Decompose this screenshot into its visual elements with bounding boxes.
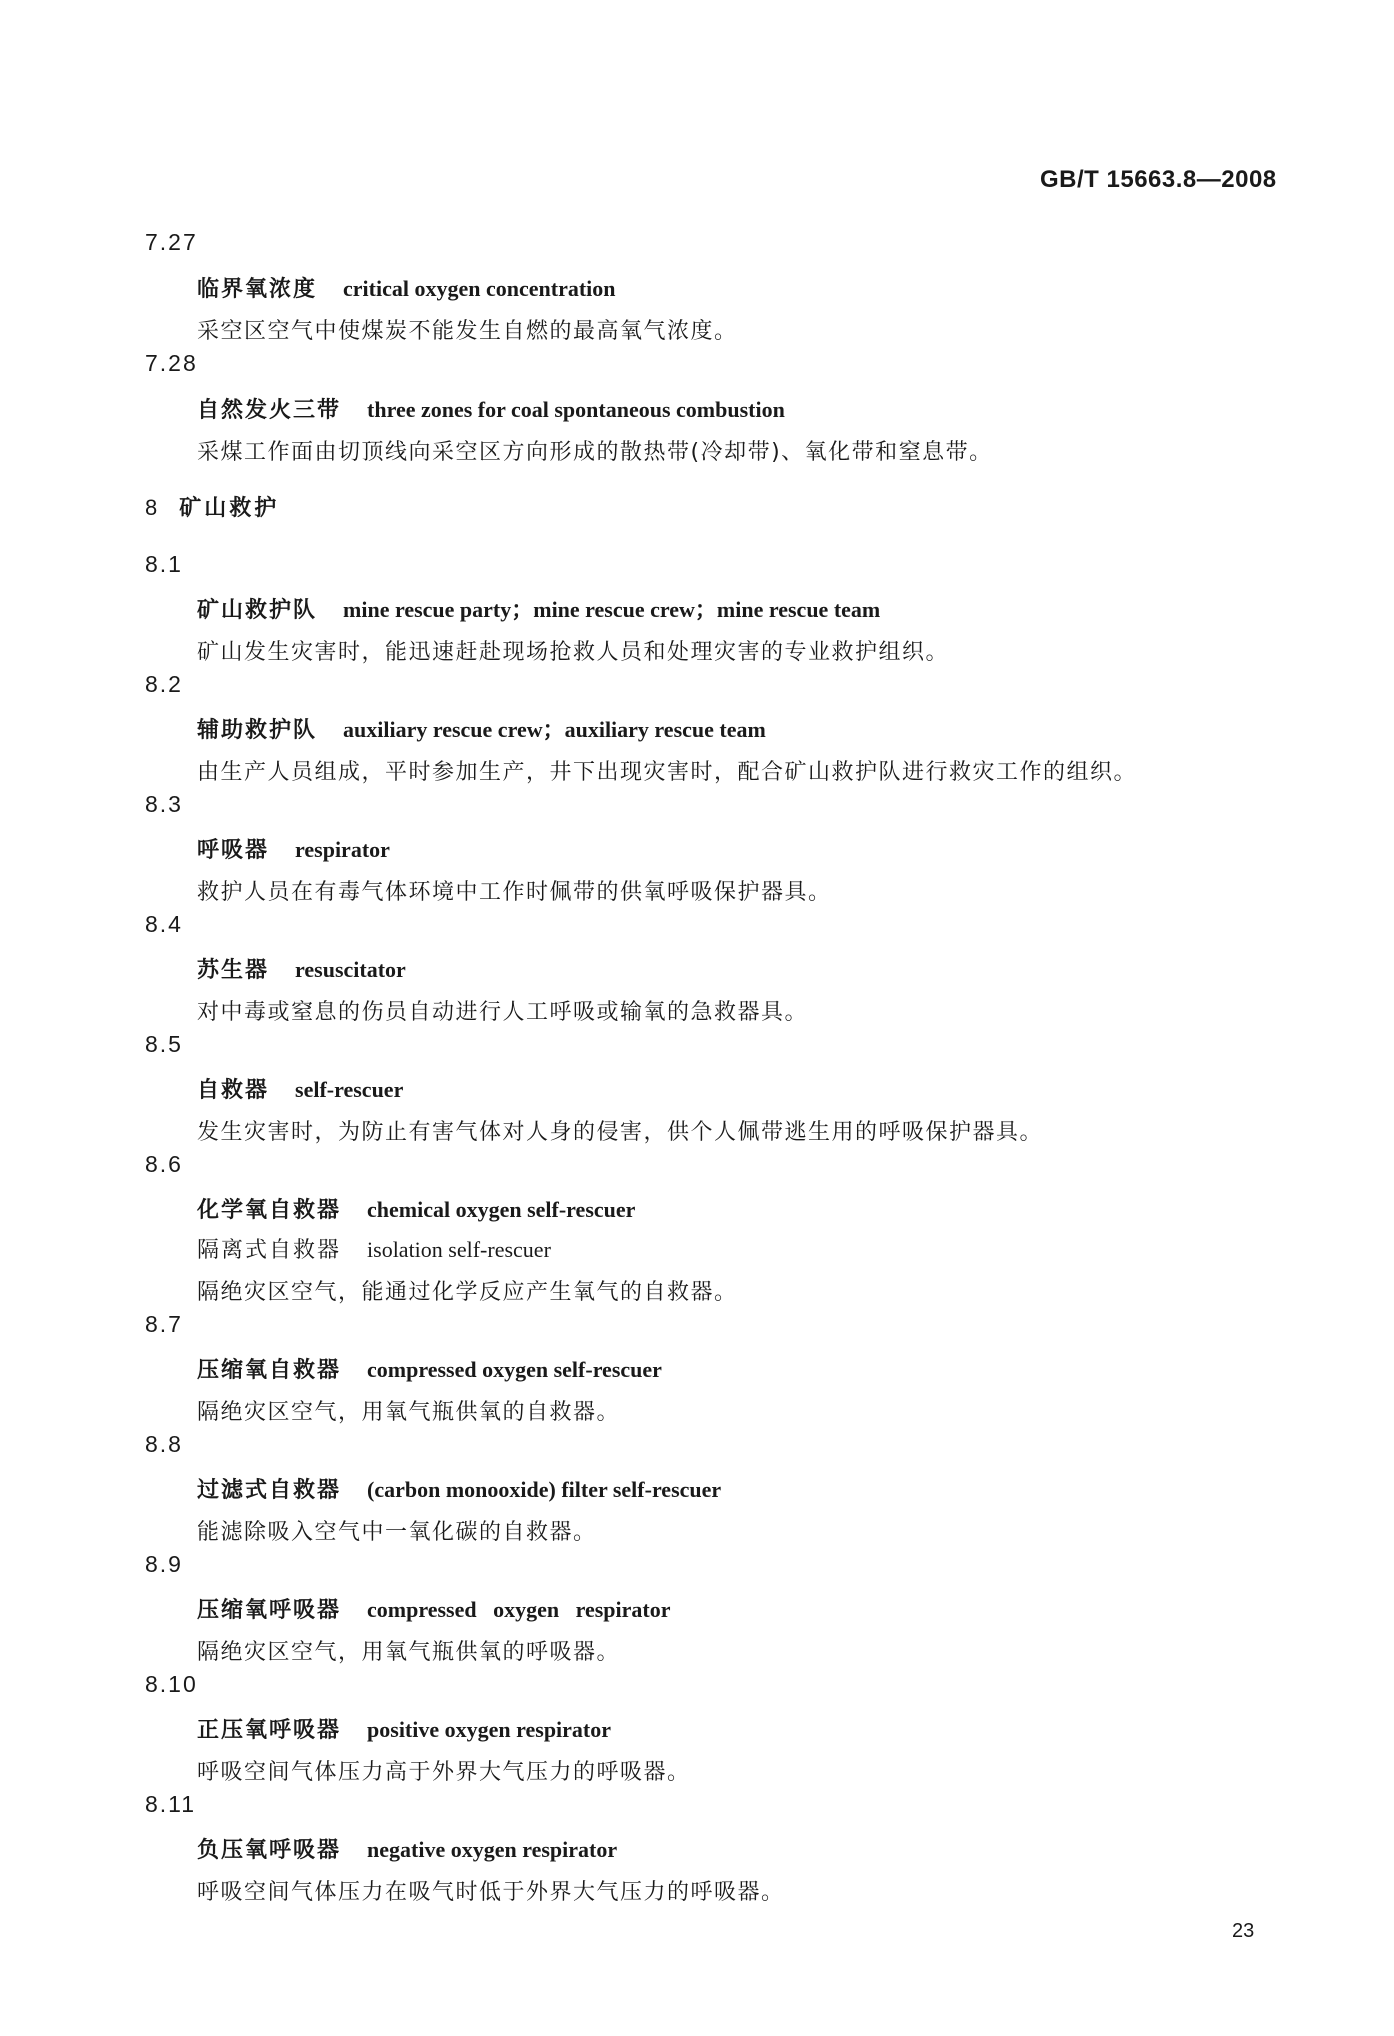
term-line	[197, 272, 616, 303]
term-line	[197, 953, 406, 984]
alternate-term-line	[197, 1233, 551, 1264]
term-line	[197, 833, 390, 864]
entry-number: 8.3	[145, 791, 183, 817]
term-chinese: 苏生器	[197, 958, 270, 983]
term-chinese: 过滤式自救器	[197, 1478, 342, 1503]
term-english: compressed oxygen respirator	[367, 1597, 671, 1622]
term-english: respirator	[295, 837, 390, 862]
term-line	[197, 1713, 611, 1744]
chapter-heading	[145, 491, 279, 522]
entry-number: 8.8	[145, 1431, 183, 1457]
term-english: (carbon monooxide) filter self-rescuer	[367, 1477, 722, 1502]
term-definition: 呼吸空间气体压力在吸气时低于外界大气压力的呼吸器。	[197, 1880, 785, 1905]
standard-id-header: GB/T 15663.8—2008	[1040, 166, 1277, 193]
term-english: chemical oxygen self-rescuer	[367, 1197, 636, 1222]
entry-number: 8.2	[145, 671, 183, 697]
term-english: auxiliary rescue crew；auxiliary rescue team	[343, 717, 766, 742]
entry-number: 8.10	[145, 1671, 198, 1697]
term-definition: 采空区空气中使煤炭不能发生自燃的最高氧气浓度。	[197, 319, 738, 344]
term-english: three zones for coal spontaneous combustion	[367, 397, 785, 422]
entry-number: 8.1	[145, 551, 183, 577]
term-definition: 采煤工作面由切顶线向采空区方向形成的散热带(冷却带)、氧化带和窒息带。	[197, 440, 993, 465]
term-definition: 对中毒或窒息的伤员自动进行人工呼吸或输氧的急救器具。	[197, 1000, 809, 1025]
term-line	[197, 1593, 671, 1624]
term-line	[197, 1193, 635, 1224]
term-chinese: 正压氧呼吸器	[197, 1718, 342, 1743]
term-line	[197, 1833, 617, 1864]
term-definition: 发生灾害时，为防止有害气体对人身的侵害，供个人佩带逃生用的呼吸保护器具。	[197, 1120, 1044, 1145]
entry-number: 8.5	[145, 1031, 183, 1057]
term-chinese: 压缩氧自救器	[197, 1358, 342, 1383]
term-chinese: 辅助救护队	[197, 718, 318, 743]
term-line	[197, 593, 880, 624]
term-definition: 矿山发生灾害时，能迅速赶赴现场抢救人员和处理灾害的专业救护组织。	[197, 640, 950, 665]
term-line	[197, 1353, 662, 1384]
term-definition: 由生产人员组成，平时参加生产，井下出现灾害时，配合矿山救护队进行救灾工作的组织。	[197, 760, 1138, 785]
term-line	[197, 1473, 721, 1504]
entry-number: 8.11	[145, 1791, 197, 1817]
term-definition: 隔绝灾区空气，能通过化学反应产生氧气的自救器。	[197, 1280, 738, 1305]
entry-number: 7.28	[145, 350, 198, 376]
term-english: mine rescue party；mine rescue crew；mine rescue team	[343, 597, 881, 622]
term-english: positive oxygen respirator	[367, 1717, 612, 1742]
term-chinese: 临界氧浓度	[197, 277, 318, 302]
term-definition: 隔绝灾区空气，用氧气瓶供氧的呼吸器。	[197, 1640, 621, 1665]
page-number: 23	[1232, 1920, 1255, 1942]
entry-number: 7.27	[145, 229, 198, 255]
entry-number: 8.4	[145, 911, 183, 937]
term-chinese: 自救器	[197, 1078, 270, 1103]
term-chinese: 压缩氧呼吸器	[197, 1598, 342, 1623]
term-definition: 救护人员在有毒气体环境中工作时佩带的供氧呼吸保护器具。	[197, 880, 832, 905]
term-chinese: 负压氧呼吸器	[197, 1838, 342, 1863]
entry-number: 8.9	[145, 1551, 183, 1577]
term-english: critical oxygen concentration	[343, 276, 616, 301]
term-line	[197, 713, 766, 744]
term-definition: 能滤除吸入空气中一氧化碳的自救器。	[197, 1520, 597, 1545]
term-line	[197, 393, 785, 424]
chapter-title: 矿山救护	[179, 496, 280, 521]
term-line	[197, 1073, 403, 1104]
term-definition: 隔绝灾区空气，用氧气瓶供氧的自救器。	[197, 1400, 621, 1425]
term-chinese: 自然发火三带	[197, 398, 342, 423]
term-english: resuscitator	[295, 957, 406, 982]
term-chinese: 呼吸器	[197, 838, 270, 863]
term-definition: 呼吸空间气体压力高于外界大气压力的呼吸器。	[197, 1760, 691, 1785]
chapter-number: 8	[145, 495, 158, 520]
term-chinese: 化学氧自救器	[197, 1198, 342, 1223]
alternate-term-chinese: 隔离式自救器	[197, 1238, 342, 1263]
term-chinese: 矿山救护队	[197, 598, 318, 623]
entry-number: 8.7	[145, 1311, 183, 1337]
term-english: compressed oxygen self-rescuer	[367, 1357, 662, 1382]
alternate-term-english: isolation self-rescuer	[367, 1237, 551, 1262]
term-english: negative oxygen respirator	[367, 1837, 618, 1862]
term-english: self-rescuer	[295, 1077, 404, 1102]
entry-number: 8.6	[145, 1151, 183, 1177]
